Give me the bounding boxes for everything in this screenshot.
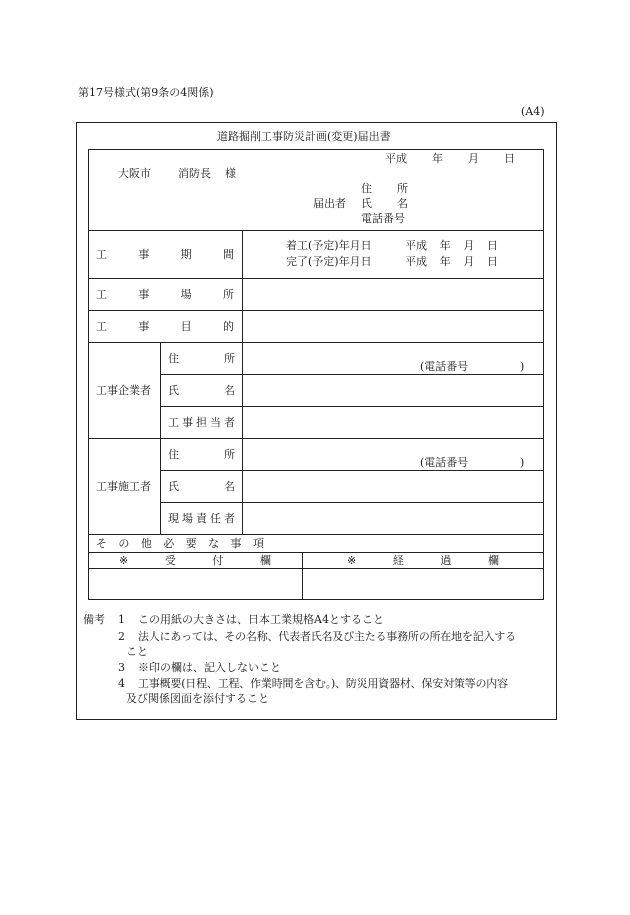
builder-name-label: 氏 名 [168, 480, 235, 493]
progress-header: ※ 経 過 欄 [347, 554, 499, 567]
note-1-text: この用紙の大きさは、日本工業規格A4とすること [138, 613, 384, 626]
builder-label: 工事施工者 [96, 480, 151, 493]
notifier-address-label: 住 所 [361, 182, 408, 195]
start-date-label: 着工(予定)年月日 [286, 239, 372, 252]
addressee-honorific: 様 [225, 167, 236, 180]
date-line: 平成 年 月 日 [385, 152, 515, 165]
reception-header: ※ 受 付 欄 [119, 554, 271, 567]
end-date-value: 平成 年 月 日 [405, 255, 498, 268]
notifier-name-label: 氏 名 [361, 197, 408, 210]
notifier-phone-label: 電話番号 [361, 212, 405, 225]
note-4-text: 工事概要(日程、工程、作業時間を含む。)、防災用資器材、保安対策等の内容 [138, 677, 508, 690]
start-date-value: 平成 年 月 日 [405, 239, 498, 252]
reception-field [89, 569, 301, 599]
end-date-label: 完了(予定)年月日 [286, 255, 372, 268]
contractor-phone-label: (電話番号 [420, 360, 469, 373]
notes-heading: 備考 [83, 613, 105, 626]
builder-phone-close: ) [520, 456, 525, 469]
note-2-text: 法人にあっては、その名称、代表者氏名及び主たる事務所の所在地を記入する [138, 630, 516, 643]
note-4-continuation: 及び関係図面を添付すること [126, 692, 269, 705]
purpose-field[interactable] [243, 311, 543, 341]
contractor-label: 工事企業者 [96, 384, 151, 397]
location-label: 工 事 場 所 [96, 288, 234, 301]
note-2-continuation: こと [126, 645, 148, 658]
note-3-text: ※印の欄は、記入しないこと [138, 661, 281, 674]
addressee-title: 消防長 [178, 167, 211, 180]
note-4-number: 4 [118, 677, 125, 690]
contractor-address-field[interactable] [243, 343, 543, 373]
period-label: 工 事 期 間 [96, 248, 234, 261]
other-label: そ の 他 必 要 な 事 項 [96, 537, 264, 550]
contractor-phone-close: ) [520, 360, 525, 373]
progress-field [303, 569, 543, 599]
purpose-label: 工 事 目 的 [96, 320, 234, 333]
addressee-city: 大阪市 [118, 167, 151, 180]
builder-address-field[interactable] [243, 439, 543, 469]
other-field[interactable] [270, 535, 543, 551]
note-3-number: 3 [118, 661, 125, 674]
contractor-address-label: 住 所 [168, 352, 235, 365]
builder-address-label: 住 所 [168, 448, 235, 461]
form-number: 第17号様式(第9条の4関係) [78, 86, 214, 99]
contractor-name-field[interactable] [243, 375, 543, 405]
builder-phone-label: (電話番号 [420, 456, 469, 469]
note-1-number: 1 [118, 613, 125, 626]
builder-manager-field[interactable] [243, 503, 543, 533]
builder-manager-label: 現 場 責 任 者 [168, 512, 235, 525]
location-field[interactable] [243, 279, 543, 309]
contractor-staff-field[interactable] [243, 407, 543, 437]
contractor-name-label: 氏 名 [168, 384, 235, 397]
note-2-number: 2 [118, 630, 125, 643]
contractor-staff-label: 工 事 担 当 者 [168, 416, 235, 429]
form-title: 道路掘削工事防災計画(変更)届出書 [217, 130, 391, 143]
builder-name-field[interactable] [243, 471, 543, 501]
paper-size: (A4) [521, 105, 545, 118]
notifier-label: 届出者 [313, 197, 346, 210]
